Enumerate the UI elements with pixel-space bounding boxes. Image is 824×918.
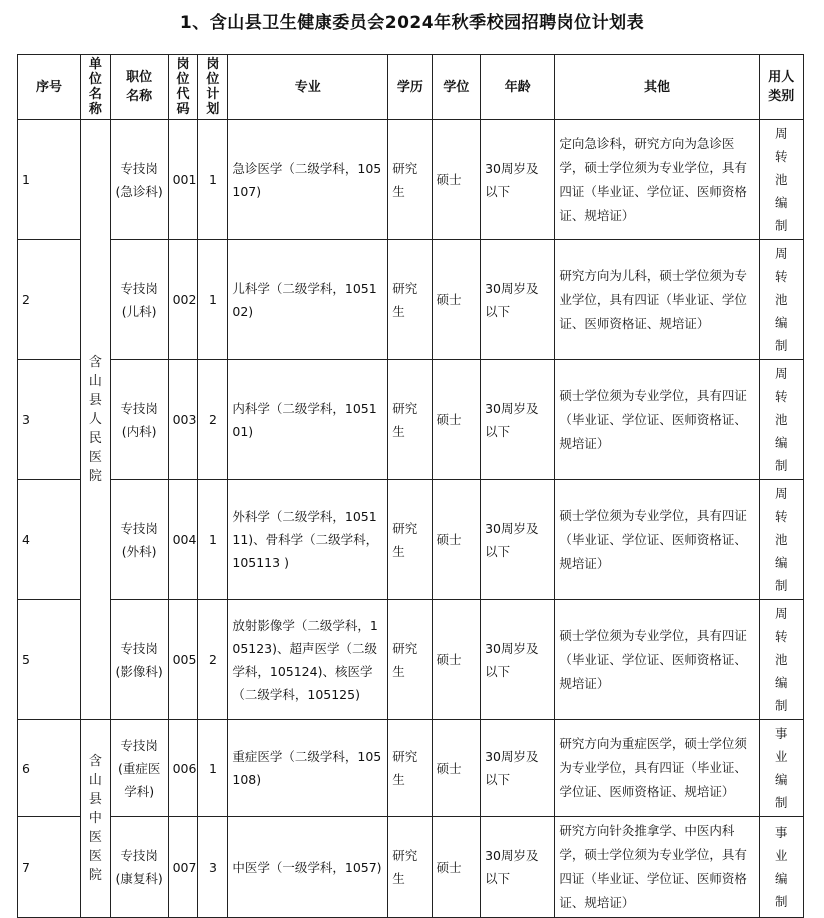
cell-education: 研究生 xyxy=(388,720,432,817)
cell-staff-type: 周转池编制 xyxy=(759,120,803,240)
page-title: 1、含山县卫生健康委员会2024年秋季校园招聘岗位计划表 xyxy=(179,13,645,33)
cell-code: 005 xyxy=(168,600,198,720)
cell-education: 研究生 xyxy=(388,360,432,480)
cell-age: 30周岁及以下 xyxy=(481,360,555,480)
cell-plan: 3 xyxy=(198,817,228,918)
header-degree: 学位 xyxy=(432,55,480,120)
table-row xyxy=(18,817,804,918)
cell-major: 放射影像学（二级学科，105123)、超声医学（二级学科，105124)、核医学（二级学科，105125) xyxy=(228,600,388,720)
cell-staff-type: 周转池编制 xyxy=(759,600,803,720)
cell-code: 002 xyxy=(168,240,198,360)
cell-degree: 硕士 xyxy=(432,817,480,918)
cell-position: 专技岗(影像科) xyxy=(110,600,168,720)
cell-education: 研究生 xyxy=(388,480,432,600)
table-row xyxy=(18,480,804,600)
header-age: 年龄 xyxy=(481,55,555,120)
cell-position: 专技岗(重症医学科) xyxy=(110,720,168,817)
cell-degree: 硕士 xyxy=(432,480,480,600)
table-row xyxy=(18,360,804,480)
cell-major: 内科学（二级学科，105101) xyxy=(228,360,388,480)
cell-seq: 5 xyxy=(18,600,81,720)
cell-plan: 1 xyxy=(198,480,228,600)
table-row xyxy=(18,720,804,817)
cell-code: 004 xyxy=(168,480,198,600)
cell-plan: 1 xyxy=(198,120,228,240)
cell-age: 30周岁及以下 xyxy=(481,600,555,720)
cell-staff-type: 事业编制 xyxy=(759,720,803,817)
cell-staff-type: 周转池编制 xyxy=(759,480,803,600)
cell-staff-type: 事业编制 xyxy=(759,817,803,918)
cell-seq: 4 xyxy=(18,480,81,600)
cell-major: 外科学（二级学科，105111)、骨科学（二级学科，105113 ) xyxy=(228,480,388,600)
cell-age: 30周岁及以下 xyxy=(481,240,555,360)
table-row xyxy=(18,240,804,360)
cell-degree: 硕士 xyxy=(432,600,480,720)
cell-major: 中医学（一级学科，1057) xyxy=(228,817,388,918)
table-row xyxy=(18,120,804,240)
cell-code: 003 xyxy=(168,360,198,480)
cell-plan: 1 xyxy=(198,240,228,360)
cell-code: 006 xyxy=(168,720,198,817)
cell-education: 研究生 xyxy=(388,817,432,918)
cell-degree: 硕士 xyxy=(432,240,480,360)
cell-plan: 1 xyxy=(198,720,228,817)
cell-education: 研究生 xyxy=(388,120,432,240)
header-seq: 序号 xyxy=(18,55,81,120)
cell-seq: 2 xyxy=(18,240,81,360)
cell-other: 定向急诊科，研究方向为急诊医学，硕士学位须为专业学位，具有四证（毕业证、学位证、医师资格证、规培证） xyxy=(555,120,759,240)
header-unit: 单位名称 xyxy=(80,55,110,120)
cell-plan: 2 xyxy=(198,360,228,480)
cell-position: 专技岗(外科) xyxy=(110,480,168,600)
cell-unit-tcm-hospital: 含山县中医医院 xyxy=(80,720,110,918)
cell-seq: 6 xyxy=(18,720,81,817)
header-position: 职位名称 xyxy=(110,55,168,120)
cell-degree: 硕士 xyxy=(432,360,480,480)
cell-seq: 1 xyxy=(18,120,81,240)
header-other: 其他 xyxy=(555,55,759,120)
cell-unit-people-hospital: 含山县人民医院 xyxy=(80,120,110,720)
cell-education: 研究生 xyxy=(388,240,432,360)
cell-other: 硕士学位须为专业学位，具有四证（毕业证、学位证、医师资格证、规培证） xyxy=(555,600,759,720)
table-header-row xyxy=(18,55,804,120)
cell-position: 专技岗(康复科) xyxy=(110,817,168,918)
cell-degree: 硕士 xyxy=(432,120,480,240)
header-education: 学历 xyxy=(388,55,432,120)
cell-other: 硕士学位须为专业学位，具有四证（毕业证、学位证、医师资格证、规培证） xyxy=(555,360,759,480)
cell-other: 研究方向为儿科，硕士学位须为专业学位，具有四证（毕业证、学位证、医师资格证、规培证） xyxy=(555,240,759,360)
header-staff-type: 用人类别 xyxy=(759,55,803,120)
cell-plan: 2 xyxy=(198,600,228,720)
cell-education: 研究生 xyxy=(388,600,432,720)
cell-major: 急诊医学（二级学科，105107) xyxy=(228,120,388,240)
header-plan: 岗位计划 xyxy=(198,55,228,120)
cell-other: 硕士学位须为专业学位，具有四证（毕业证、学位证、医师资格证、规培证） xyxy=(555,480,759,600)
cell-seq: 7 xyxy=(18,817,81,918)
recruitment-plan-table xyxy=(17,54,804,918)
cell-seq: 3 xyxy=(18,360,81,480)
header-code: 岗位代码 xyxy=(168,55,198,120)
cell-other: 研究方向为重症医学，硕士学位须为专业学位，具有四证（毕业证、学位证、医师资格证、规培证） xyxy=(555,720,759,817)
cell-position: 专技岗(急诊科) xyxy=(110,120,168,240)
cell-code: 007 xyxy=(168,817,198,918)
cell-other: 研究方向针灸推拿学、中医内科学，硕士学位须为专业学位，具有四证（毕业证、学位证、医师资格证、规培证） xyxy=(555,817,759,918)
table-row xyxy=(18,600,804,720)
header-major: 专业 xyxy=(228,55,388,120)
cell-age: 30周岁及以下 xyxy=(481,120,555,240)
cell-staff-type: 周转池编制 xyxy=(759,240,803,360)
cell-age: 30周岁及以下 xyxy=(481,817,555,918)
cell-major: 重症医学（二级学科，105108) xyxy=(228,720,388,817)
cell-major: 儿科学（二级学科，105102) xyxy=(228,240,388,360)
cell-position: 专技岗(儿科) xyxy=(110,240,168,360)
cell-code: 001 xyxy=(168,120,198,240)
cell-age: 30周岁及以下 xyxy=(481,480,555,600)
cell-degree: 硕士 xyxy=(432,720,480,817)
cell-staff-type: 周转池编制 xyxy=(759,360,803,480)
cell-position: 专技岗(内科) xyxy=(110,360,168,480)
cell-age: 30周岁及以下 xyxy=(481,720,555,817)
